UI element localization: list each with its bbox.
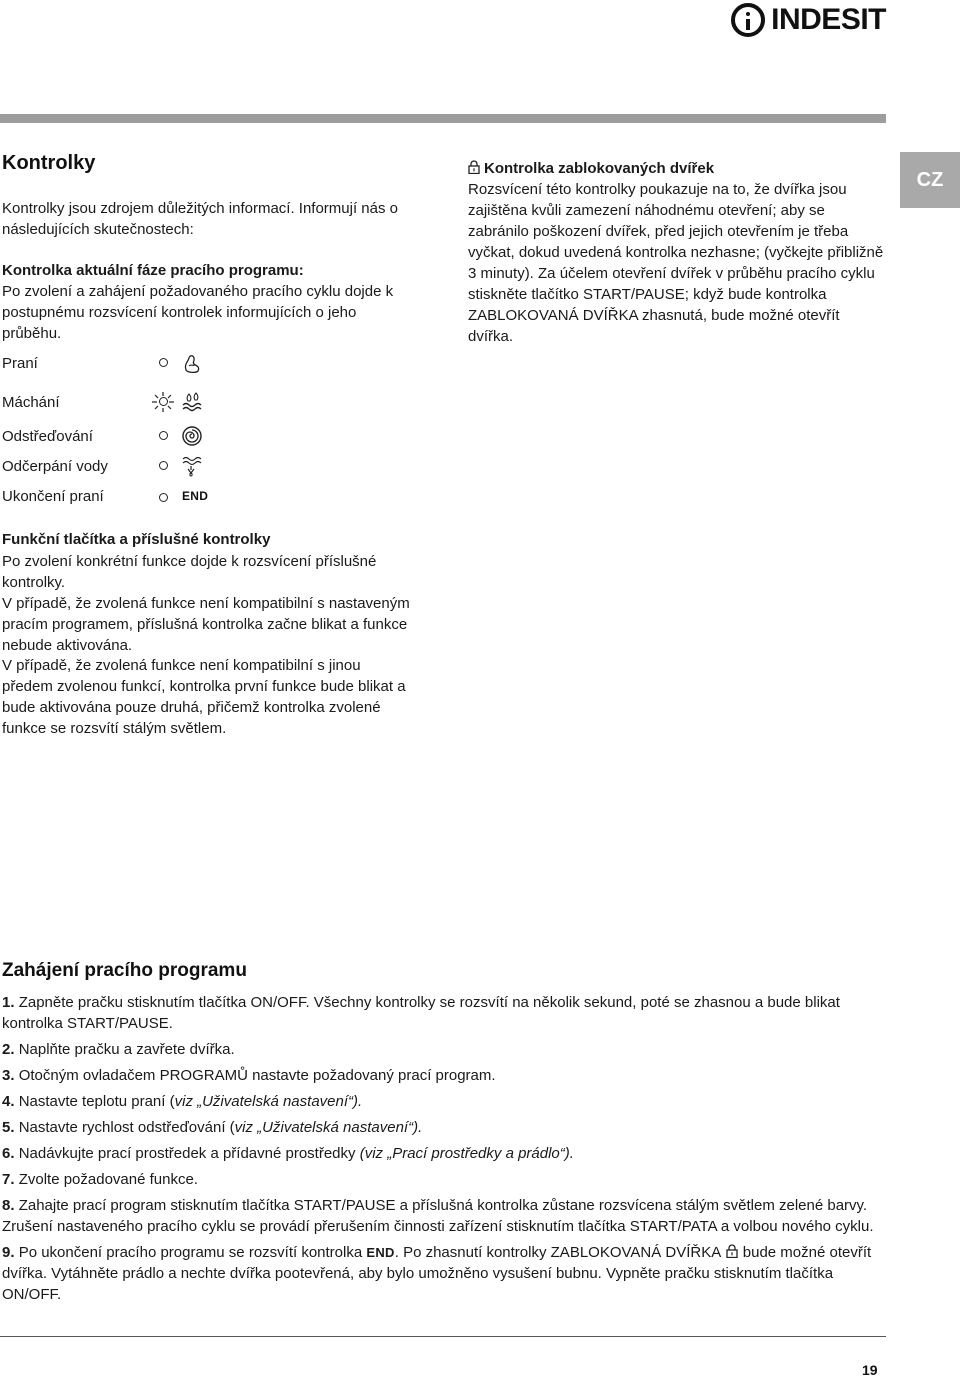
step-item: 2. Naplňte pračku a zavřete dvířka. (2, 1041, 235, 1058)
function-text-1: Po zvolení konkrétní funkce dojde k rozsvícení příslušné kontrolky. (2, 553, 377, 591)
indicator-led (159, 493, 168, 502)
indicator-led (159, 461, 168, 470)
indicator-led (159, 431, 168, 440)
step-item: 9. Po ukončení pracího programu se rozsvítí kontrolka END. Po zhasnutí kontrolky ZABLOKOVANÁ DVÍŘKA bude možné otevřít dvířka. Vytáhněte prádlo a nechte dvířka pootevřená, aby bylo umožněno vysušení bubnu. Vypněte pračku stisknutím tlačítka ON/OFF. (2, 1244, 872, 1303)
end-icon: END (182, 489, 209, 503)
step-list (2, 992, 888, 1310)
language-tab: CZ (900, 152, 960, 208)
phase-text: Po zvolení a zahájení požadovaného pracího cyklu dojde k postupnému rozsvícení kontrolek informujících o jeho průběhu. (2, 283, 394, 342)
step-item: 5. Nastavte rychlost odstřeďování (viz „Uživatelská nastavení“). (2, 1119, 423, 1136)
phase-heading: Kontrolka aktuální fáze pracího programu: (2, 262, 304, 279)
brand-name: INDESIT (771, 3, 886, 36)
lock-icon (468, 160, 480, 174)
indicator-label: Odstřeďování (2, 427, 93, 445)
page-number: 19 (862, 1362, 878, 1378)
wash-icon (180, 352, 204, 374)
lock-icon (726, 1244, 738, 1258)
spin-icon (180, 425, 204, 447)
intro-text: Kontrolky jsou zdrojem důležitých informací. Informují nás o následujících skutečnostech: (2, 200, 398, 238)
step-item: 8. Zahajte prací program stisknutím tlačítka START/PAUSE a příslušná kontrolka zůstane rozsvícena stálým světlem zelené barvy. Zrušení nastaveného pracího cyklu se provádí přerušením činnosti zařízení stisknutím tlačítka START/PATA a volbou nového cyklu. (2, 1197, 874, 1235)
section-title-kontrolky: Kontrolky (2, 152, 96, 174)
step-item: 4. Nastavte teplotu praní (viz „Uživatelská nastavení“). (2, 1093, 363, 1110)
footer-rule (0, 1336, 886, 1337)
indicator-label: Ukončení praní (2, 487, 104, 505)
step-item: 7. Zvolte požadované funkce. (2, 1171, 198, 1188)
brand-logo-icon (731, 3, 765, 37)
indicator-led (159, 358, 168, 367)
function-text-2: V případě, že zvolená funkce není kompatibilní s nastaveným pracím programem, příslušná kontrolka začne blikat a funkce nebude aktivována. (2, 595, 410, 654)
indicator-label: Praní (2, 354, 38, 372)
door-lock-heading (468, 160, 888, 177)
end-icon: END (366, 1245, 395, 1260)
header-rule (0, 114, 886, 123)
step-item: 3. Otočným ovladačem PROGRAMŮ nastavte požadovaný prací program. (2, 1067, 496, 1084)
door-lock-heading-text: Kontrolka zablokovaných dvířek (484, 160, 715, 177)
step-item: 6. Nadávkujte prací prostředek a přídavné prostředky (viz „Prací prostředky a prádlo“). (2, 1145, 574, 1162)
rinse-icon (180, 391, 204, 413)
blinking-rays-icon (152, 392, 174, 412)
step-item: 1. Zapněte pračku stisknutím tlačítka ON/OFF. Všechny kontrolky se rozsvítí na několik sekund, poté se zhasnou a bude blikat kontrolka START/PAUSE. (2, 994, 840, 1032)
drain-icon (180, 455, 204, 477)
function-buttons-heading: Funkční tlačítka a příslušné kontrolky (2, 531, 271, 548)
door-lock-text: Rozsvícení této kontrolky poukazuje na to, že dvířka jsou zajištěna kvůli zamezení náhodnému otevření; aby se zabránilo poškození dvířek, před jejich otevřením je třeba vyčkat, dokud uvedená kontrolka nezhasne; (vyčkejte přibližně 3 minuty). Za účelem otevření dvířek v průběhu pracího cyklu stiskněte tlačítko START/PAUSE; když bude kontrolka ZABLOKOVANÁ DVÍŘKA zhasnutá, bude možné otevřít dvířka. (468, 181, 884, 345)
function-text-3: V případě, že zvolená funkce není kompatibilní s jinou předem zvolenou funkcí, kontrolka první funkce bude blikat a bude aktivována pouze druhá, přičemž kontrolka zvolené funkce se rozsvítí stálým světlem. (2, 657, 406, 737)
brand-logo (731, 0, 886, 40)
indicator-label: Máchání (2, 393, 60, 411)
section-title-start: Zahájení pracího programu (2, 960, 247, 981)
indicator-label: Odčerpání vody (2, 457, 108, 475)
